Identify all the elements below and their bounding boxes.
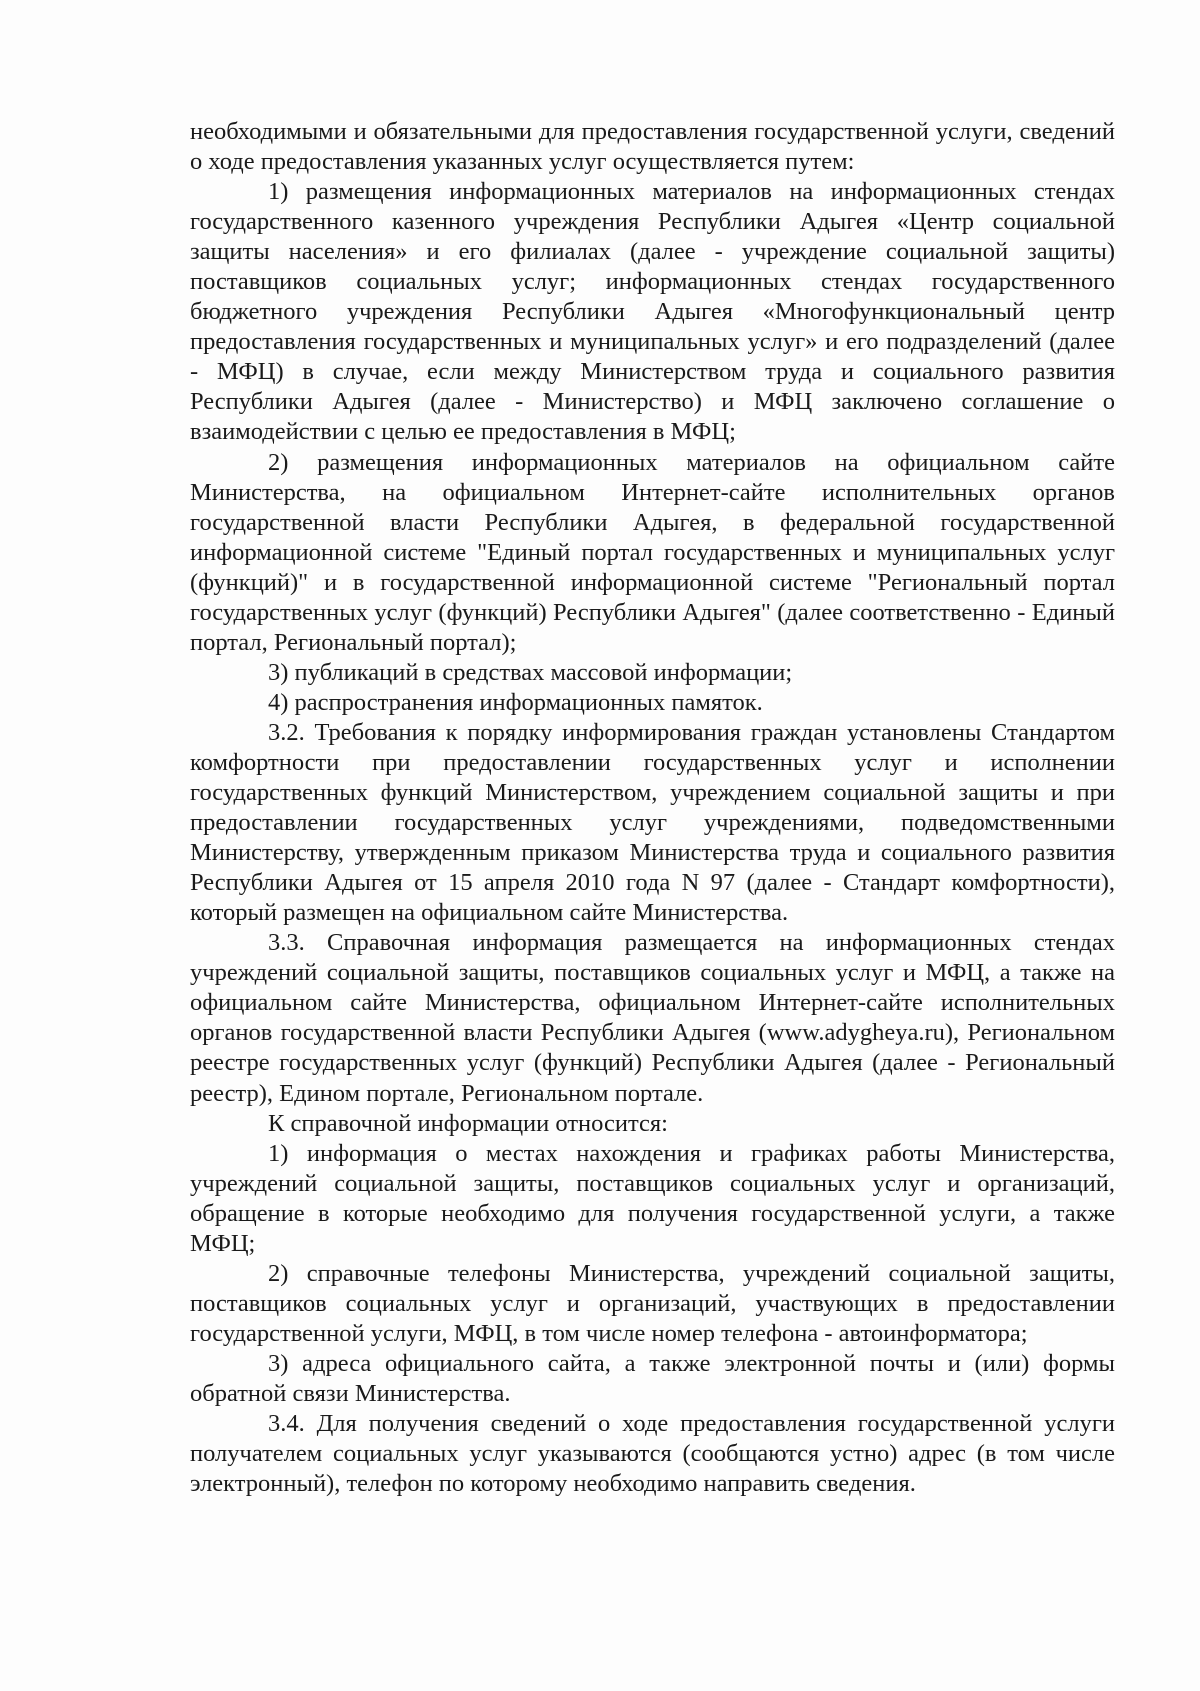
paragraph-item-1: 1) размещения информационных материалов на информационных стендах государственного казенного учреждения Республики Адыгея «Центр социальной защиты населения» и его филиалах (далее - учреждение социальной защиты) поставщиков социальных услуг; информационных стендах государственного бюджетного учреждения Республики Адыгея «Многофункциональный центр предоставления государственных и муниципальных услуг» и его подразделений (далее - МФЦ) в случае, если между Министерством труда и социального развития Республики Адыгея (далее - Министерство) и МФЦ заключено соглашение о взаимодействии с целью ее предоставления в МФЦ; xyxy=(190,178,1115,446)
paragraph-reference-heading: К справочной информации относится: xyxy=(268,1109,668,1137)
paragraph-section-3-2: 3.2. Требования к порядку информирования граждан установлены Стандартом комфортности при предоставлении государственных услуг и исполнении государственных функций Министерством, учреждением социальной защиты и при предоставлении государственных услуг учреждениями, подведомственными Министерству, утвержденным приказом Министерства труда и социального развития Республики Адыгея от 15 апреля 2010 года N 97 (далее - Стандарт комфортности), который размещен на официальном сайте Министерства. xyxy=(190,718,1115,927)
document-body xyxy=(190,117,1115,1499)
paragraph-item-4: 4) распространения информационных памяток. xyxy=(268,688,763,716)
paragraph-reference-2: 2) справочные телефоны Министерства, учреждений социальной защиты, поставщиков социальных услуг и организаций, участвующих в предоставлении государственной услуги, МФЦ, в том числе номер телефона - автоинформатора; xyxy=(190,1259,1115,1347)
paragraph-intro: необходимыми и обязательными для предоставления государственной услуги, сведений о ходе предоставления указанных услуг осуществляется путем: xyxy=(190,118,1115,176)
paragraph-section-3-4: 3.4. Для получения сведений о ходе предоставления государственной услуги получателем социальных услуг указываются (сообщаются устно) адрес (в том числе электронный), телефон по которому необходимо направить сведения. xyxy=(190,1410,1115,1498)
paragraph-item-2: 2) размещения информационных материалов на официальном сайте Министерства, на официальном Интернет-сайте исполнительных органов государственной власти Республики Адыгея, в федеральной государственной информационной системе "Единый портал государственных и муниципальных услуг (функций)" и в государственной информационной системе "Региональный портал государственных услуг (функций) Республики Адыгея" (далее соответственно - Единый портал, Региональный портал); xyxy=(190,448,1115,656)
paragraph-reference-1: 1) информация о местах нахождения и графиках работы Министерства, учреждений социальной защиты, поставщиков социальных услуг и организаций, обращение в которые необходимо для получения государственной услуги, а также МФЦ; xyxy=(190,1139,1115,1257)
paragraph-section-3-3: 3.3. Справочная информация размещается на информационных стендах учреждений социальной защиты, поставщиков социальных услуг и МФЦ, а также на официальном сайте Министерства, официальном Интернет-сайте исполнительных органов государственной власти Республики Адыгея (www.adygheya.ru), Региональном реестре государственных услуг (функций) Республики Адыгея (далее - Региональный реестр), Едином портале, Региональном портале. xyxy=(190,929,1115,1107)
paragraph-item-3: 3) публикаций в средствах массовой информации; xyxy=(268,658,793,686)
paragraph-reference-3: 3) адреса официального сайта, а также электронной почты и (или) формы обратной связи Министерства. xyxy=(190,1349,1115,1407)
